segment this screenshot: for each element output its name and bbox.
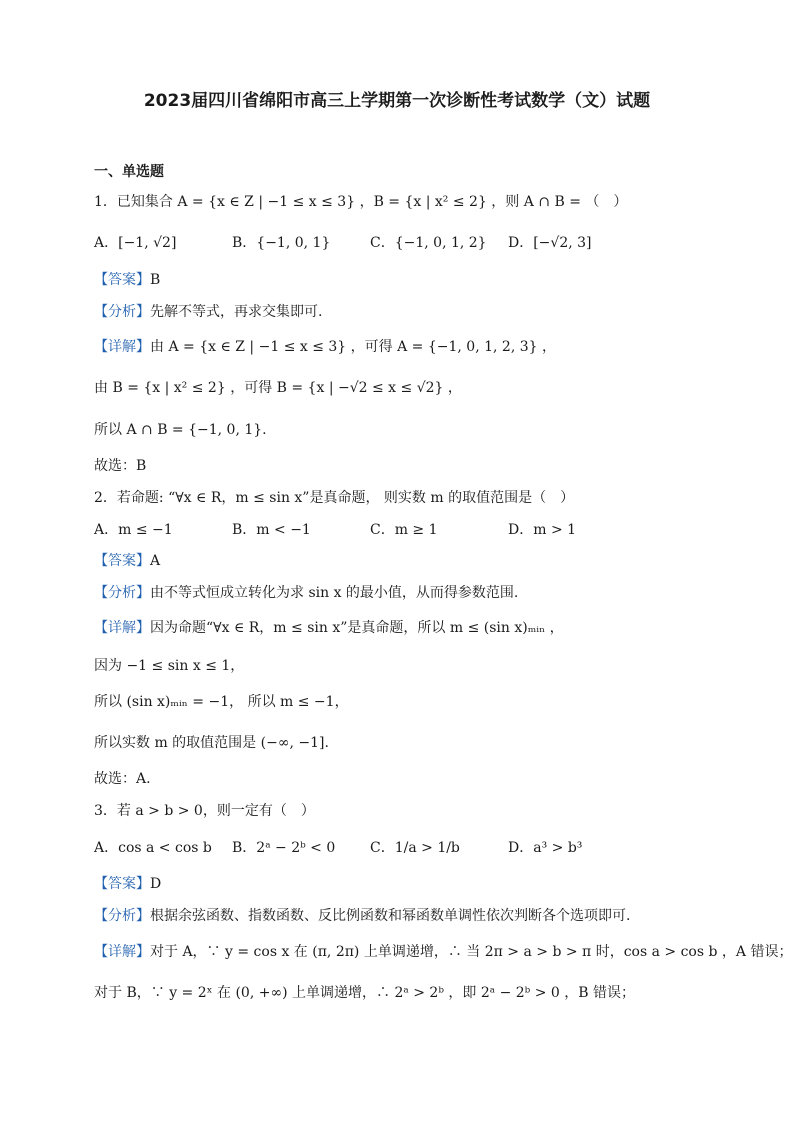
detail-label: 【详解】 [94, 944, 150, 960]
q1-conclusion: 故选：B [94, 458, 147, 474]
q2-option-b: B．m < −1 [232, 522, 311, 538]
q2-option-a: A．m ≤ −1 [94, 522, 173, 538]
q2-conclusion: 故选：A. [94, 771, 151, 787]
q2-detail-line: 所以实数 m 的取值范围是 (−∞, −1]. [94, 735, 329, 751]
detail-label: 【详解】 [94, 339, 150, 355]
q2-option-c: C．m ≥ 1 [370, 522, 438, 538]
q1-detail-row [94, 337, 734, 357]
q1-option-a: A．[−1, √2] [94, 235, 177, 251]
q1-analysis-row [94, 302, 734, 322]
q1-answer-row [94, 270, 734, 290]
q2-answer-row [94, 551, 734, 571]
q1-answer: B [150, 272, 161, 288]
analysis-label: 【分析】 [94, 585, 150, 601]
question-1-stem: 1．已知集合 A = {x ∈ Z | −1 ≤ x ≤ 3} ，B = {x | x² ≤ 2} ，则 A ∩ B = （ ） [94, 194, 628, 210]
question-3-stem: 3．若 a > b > 0，则一定有（ ） [94, 803, 315, 819]
q1-analysis: 先解不等式，再求交集即可. [150, 304, 323, 320]
q3-detail-line: 对于 B，∵ y = 2ˣ 在 (0, +∞) 上单调递增，∴ 2ᵃ > 2ᵇ ，即 2ᵃ − 2ᵇ > 0 ，B 错误； [94, 985, 636, 1001]
answer-label: 【答案】 [94, 553, 150, 569]
q2-analysis-row [94, 583, 734, 603]
q2-detail-row [94, 618, 734, 638]
q1-detail-line: 所以 A ∩ B = {−1, 0, 1}. [94, 422, 267, 438]
q3-option-c: C．1/a > 1/b [370, 840, 460, 856]
q1-option-d: D．[−√2, 3] [508, 235, 592, 251]
section-heading: 一、单选题 [94, 164, 164, 180]
q3-detail-line: 对于 A，∵ y = cos x 在 (π, 2π) 上单调递增，∴ 当 2π > a > b > π 时，cos a > cos b ，A 错误； [150, 944, 793, 960]
q1-option-b: B．{−1, 0, 1} [232, 235, 331, 251]
page-title: 2023届四川省绵阳市高三上学期第一次诊断性考试数学（文）试题 [143, 91, 651, 111]
detail-label: 【详解】 [94, 620, 150, 636]
q3-analysis: 根据余弦函数、指数函数、反比例函数和幂函数单调性依次判断各个选项即可. [150, 908, 631, 924]
q3-option-d: D．a³ > b³ [508, 840, 583, 856]
q2-answer: A [150, 553, 161, 569]
q1-detail-line: 由 B = {x | x² ≤ 2} ，可得 B = {x | −√2 ≤ x ≤ √2} ， [94, 380, 462, 396]
analysis-label: 【分析】 [94, 304, 150, 320]
q1-option-c: C．{−1, 0, 1, 2} [370, 235, 487, 251]
q2-detail-line: 所以 (sin x)ₘᵢₙ = −1， 所以 m ≤ −1， [94, 694, 349, 710]
q3-option-a: A．cos a < cos b [94, 840, 212, 856]
q2-analysis: 由不等式恒成立转化为求 sin x 的最小值，从而得参数范围. [150, 585, 519, 601]
question-2-stem: 2．若命题: “∀x ∈ R，m ≤ sin x”是真命题， 则实数 m 的取值范围是（ ） [94, 490, 575, 506]
q3-detail-row [94, 942, 793, 962]
q3-answer: D [150, 876, 162, 892]
q2-detail-line: 因为命题“∀x ∈ R，m ≤ sin x”是真命题，所以 m ≤ (sin x)ₘᵢₙ ， [150, 620, 564, 636]
q1-detail-line: 由 A = {x ∈ Z | −1 ≤ x ≤ 3} ，可得 A = {−1, 0, 1, 2, 3} ， [150, 339, 556, 355]
q2-option-d: D．m > 1 [508, 522, 577, 538]
analysis-label: 【分析】 [94, 908, 150, 924]
answer-label: 【答案】 [94, 272, 150, 288]
answer-label: 【答案】 [94, 876, 150, 892]
q2-detail-line: 因为 −1 ≤ sin x ≤ 1， [94, 658, 245, 674]
q3-option-b: B．2ᵃ − 2ᵇ < 0 [232, 840, 336, 856]
q3-answer-row [94, 874, 734, 894]
q3-analysis-row [94, 906, 734, 926]
